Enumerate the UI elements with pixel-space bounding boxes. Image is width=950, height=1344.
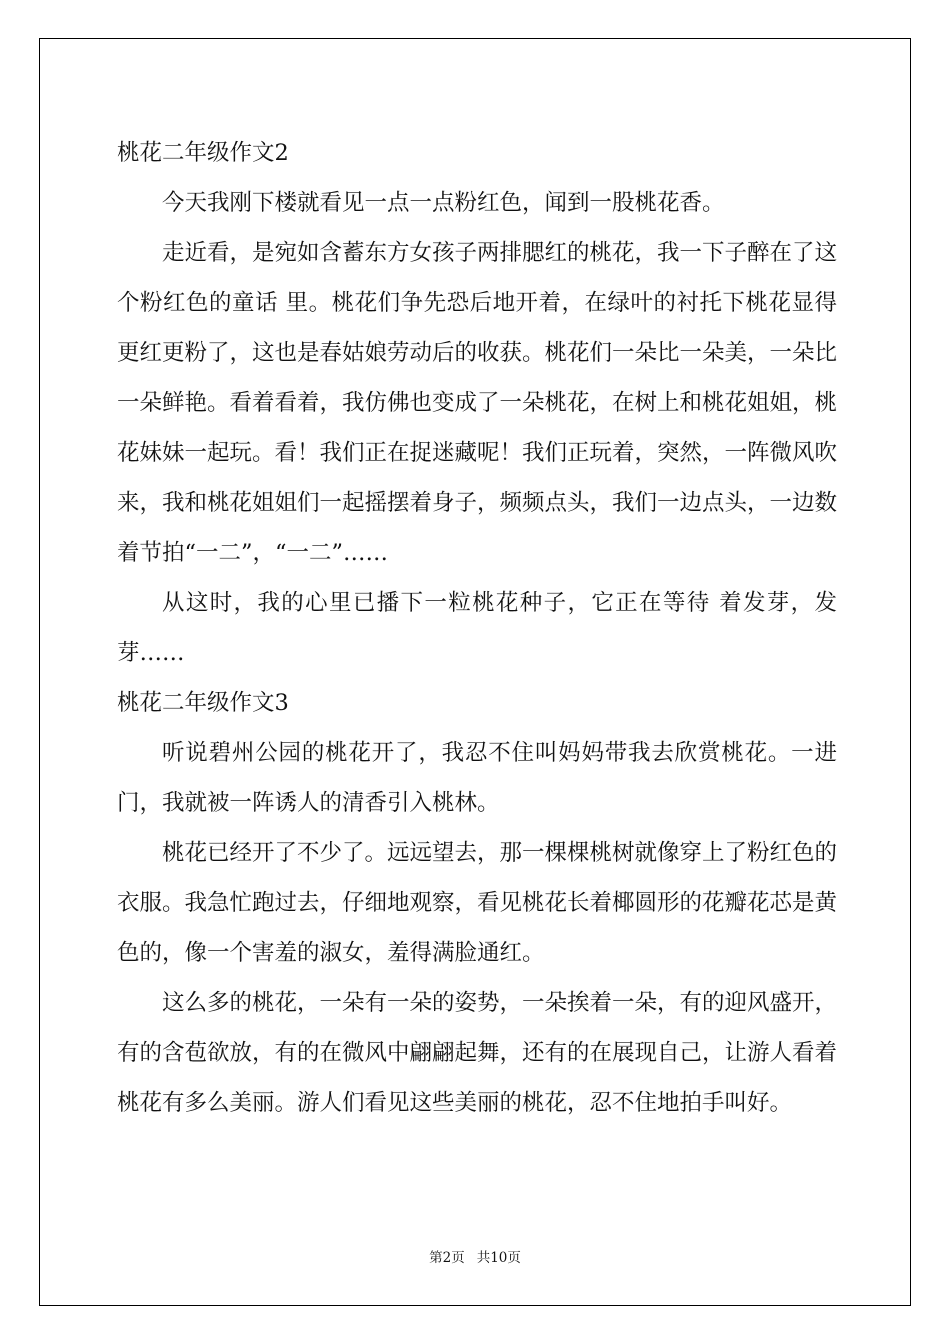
paragraph: 走近看，是宛如含蓄东方女孩子两排腮红的桃花，我一下子醉在了这个粉红色的童话 里。桃花们争先恐后地开着，在绿叶的衬托下桃花显得更红更粉了，这也是春姑娘劳动后的收获。桃花们一朵比一朵美，一朵比一朵鲜艳。看着看着，我仿佛也变成了一朵桃花，在树上和桃花姐姐，桃花妹妹一起玩。看！我们正在捉迷藏呢！我们正玩着，突然，一阵微风吹来，我和桃花姐姐们一起摇摆着身子，频频点头，我们一边点头，一边数着节拍“一二”，“一二”…… <box>117 240 838 566</box>
paragraph: 这么多的桃花，一朵有一朵的姿势，一朵挨着一朵，有的迎风盛开，有的含苞欲放，有的在微风中翩翩起舞，还有的在展现自己，让游人看着桃花有多么美丽。游人们看见这些美丽的桃花，忍不住地拍手叫好。 <box>117 990 838 1116</box>
page-total: 共10页 <box>476 1250 521 1266</box>
section-title: 桃花二年级作文3 <box>117 690 289 716</box>
paragraph: 今天我刚下楼就看见一点一点粉红色，闻到一股桃花香。 <box>162 190 725 216</box>
page-number: 第2页 <box>429 1250 465 1266</box>
paragraph: 桃花已经开了不少了。远远望去，那一棵棵桃树就像穿上了粉红色的衣服。我急忙跑过去，仔细地观察，看见桃花长着椰圆形的花瓣花芯是黄色的，像一个害羞的淑女，羞得满脸通红。 <box>117 840 838 966</box>
document-body <box>117 128 837 1128</box>
paragraph: 听说碧州公园的桃花开了，我忍不住叫妈妈带我去欣赏桃花。一进门，我就被一阵诱人的清香引入桃林。 <box>117 740 837 816</box>
page-footer <box>0 1246 950 1266</box>
section-title: 桃花二年级作文2 <box>117 140 289 166</box>
paragraph: 从这时，我的心里已播下一粒桃花种子，它正在等待 着发芽，发芽…… <box>117 590 837 666</box>
